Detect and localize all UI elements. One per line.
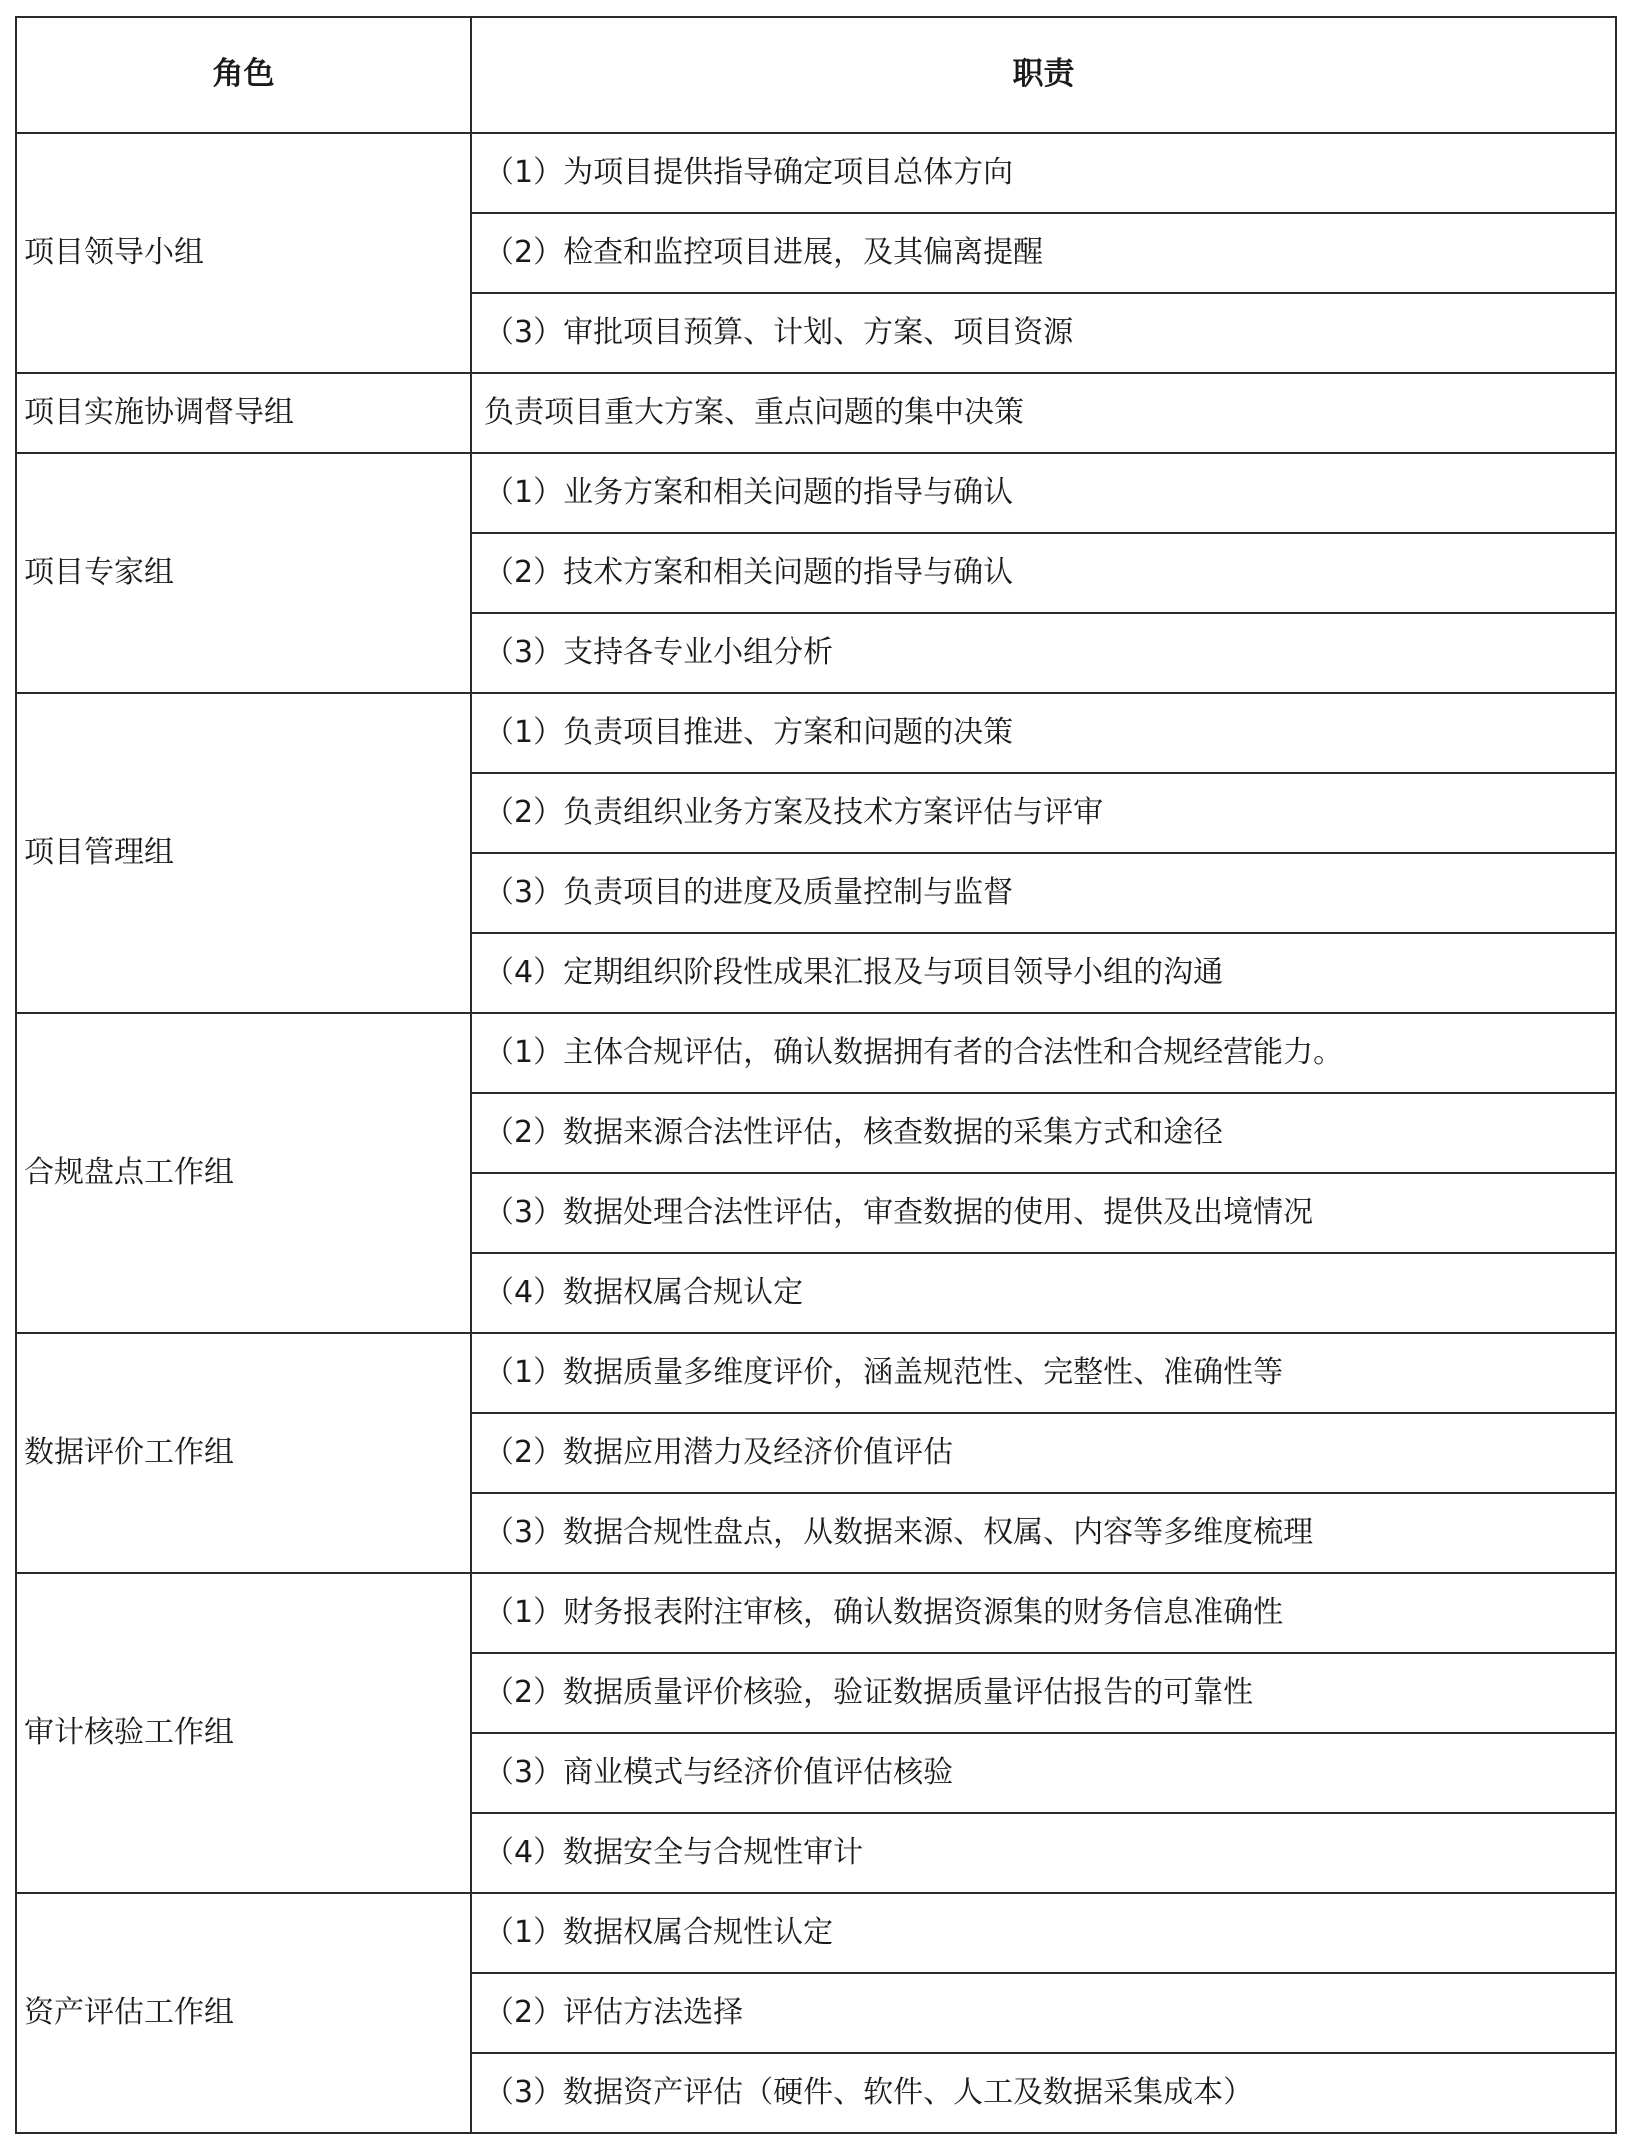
duty-cell: （1）主体合规评估，确认数据拥有者的合法性和合规经营能力。 [471,1013,1616,1093]
table-row [16,1333,1616,1413]
duty-cell: （1）负责项目推进、方案和问题的决策 [471,693,1616,773]
duty-cell: （1）业务方案和相关问题的指导与确认 [471,453,1616,533]
table-row [16,453,1616,533]
duty-cell: （2）数据来源合法性评估，核查数据的采集方式和途径 [471,1093,1616,1173]
role-cell: 数据评价工作组 [16,1333,471,1573]
table-row [16,1573,1616,1653]
duty-cell: （1）数据权属合规性认定 [471,1893,1616,1973]
duty-cell: （2）数据质量评价核验，验证数据质量评估报告的可靠性 [471,1653,1616,1733]
duty-cell: （3）审批项目预算、计划、方案、项目资源 [471,293,1616,373]
table-row [16,1893,1616,1973]
role-cell: 资产评估工作组 [16,1893,471,2133]
table-row [16,1013,1616,1093]
duty-cell: （4）定期组织阶段性成果汇报及与项目领导小组的沟通 [471,933,1616,1013]
role-cell: 项目领导小组 [16,133,471,373]
duty-cell: （2）负责组织业务方案及技术方案评估与评审 [471,773,1616,853]
duty-cell: （3）负责项目的进度及质量控制与监督 [471,853,1616,933]
duty-cell: 负责项目重大方案、重点问题的集中决策 [471,373,1616,453]
table-row [16,133,1616,213]
duty-cell: （4）数据权属合规认定 [471,1253,1616,1333]
role-cell: 项目管理组 [16,693,471,1013]
duty-cell: （3）数据合规性盘点，从数据来源、权属、内容等多维度梳理 [471,1493,1616,1573]
duty-cell: （2）检查和监控项目进展，及其偏离提醒 [471,213,1616,293]
duty-cell: （1）财务报表附注审核，确认数据资源集的财务信息准确性 [471,1573,1616,1653]
duty-cell: （1）数据质量多维度评价，涵盖规范性、完整性、准确性等 [471,1333,1616,1413]
role-cell: 审计核验工作组 [16,1573,471,1893]
header-role: 角色 [16,17,471,133]
duty-cell: （2）技术方案和相关问题的指导与确认 [471,533,1616,613]
table-body [16,133,1616,2133]
duty-cell: （1）为项目提供指导确定项目总体方向 [471,133,1616,213]
role-cell: 合规盘点工作组 [16,1013,471,1333]
table-row [16,693,1616,773]
duty-cell: （3）商业模式与经济价值评估核验 [471,1733,1616,1813]
duty-cell: （2）数据应用潜力及经济价值评估 [471,1413,1616,1493]
duty-cell: （3）数据处理合法性评估，审查数据的使用、提供及出境情况 [471,1173,1616,1253]
header-row [16,17,1616,133]
table-row [16,373,1616,453]
duty-cell: （3）数据资产评估（硬件、软件、人工及数据采集成本） [471,2053,1616,2133]
duty-cell: （3）支持各专业小组分析 [471,613,1616,693]
header-duties: 职责 [471,17,1616,133]
role-cell: 项目实施协调督导组 [16,373,471,453]
duty-cell: （2）评估方法选择 [471,1973,1616,2053]
roles-duties-table [15,16,1617,2134]
duty-cell: （4）数据安全与合规性审计 [471,1813,1616,1893]
role-cell: 项目专家组 [16,453,471,693]
